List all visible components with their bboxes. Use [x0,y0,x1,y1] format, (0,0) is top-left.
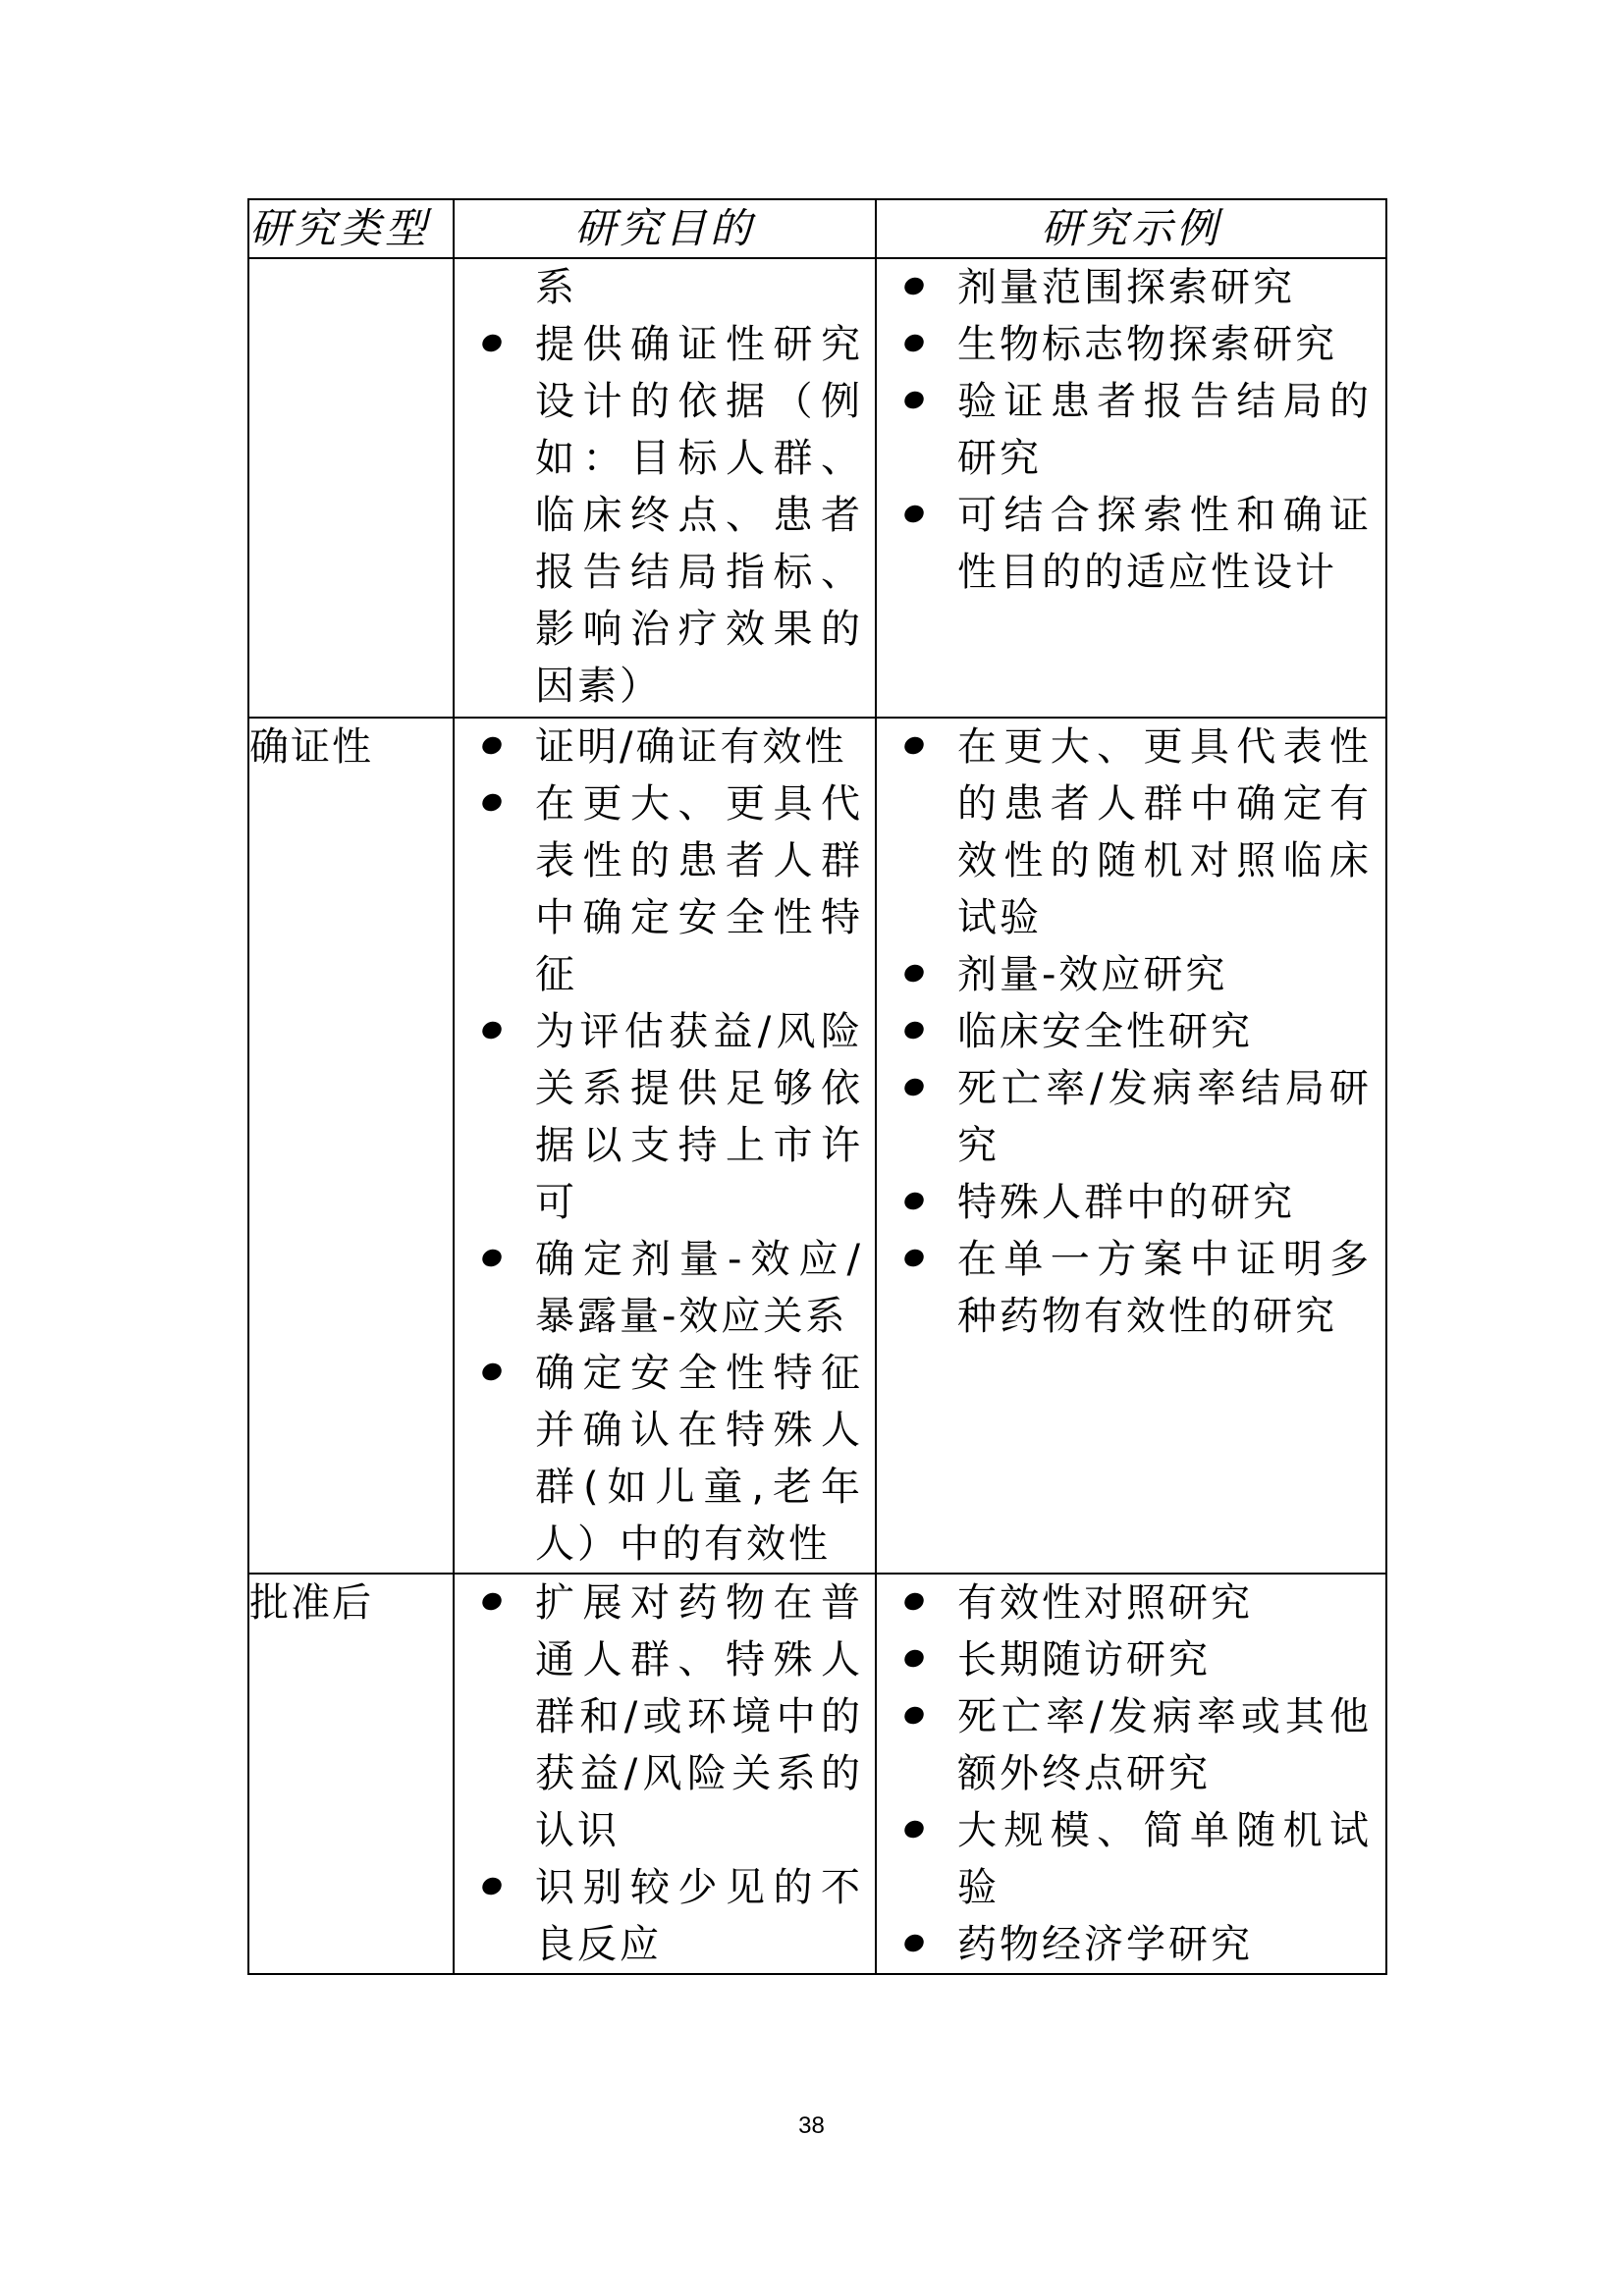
purpose-cell [454,1574,876,1974]
bullet-icon [901,1019,926,1042]
bullet-icon [901,1704,926,1728]
header-study-type: 研究类型 [248,199,454,258]
study-type-cell [248,258,454,718]
table-row [248,1574,1386,1974]
study-type-cell: 确证性 [248,718,454,1574]
example-item: 大规模、简单随机试验 [877,1802,1385,1916]
purpose-item: 确定安全性特征并确认在特殊人群(如儿童,老年人）中的有效性 [455,1345,875,1573]
purpose-item: 证明/确证有效性 [455,719,875,775]
bullet-icon [901,275,926,298]
example-item: 死亡率/发病率或其他额外终点研究 [877,1688,1385,1802]
bullet-icon [901,503,926,526]
bullet-icon [901,734,926,758]
example-item: 有效性对照研究 [877,1575,1385,1631]
purpose-item: 为评估获益/风险关系提供足够依据以支持上市许可 [455,1003,875,1231]
purpose-item: 在更大、更具代表性的患者人群中确定安全性特征 [455,775,875,1003]
purpose-item: 识别较少见的不良反应 [455,1859,875,1973]
bullet-icon [901,1818,926,1842]
example-item: 特殊人群中的研究 [877,1174,1385,1231]
bullet-icon [479,734,504,758]
bullet-icon [479,1247,504,1270]
example-item: 剂量-效应研究 [877,946,1385,1003]
purpose-item: 扩展对药物在普通人群、特殊人群和/或环境中的获益/风险关系的认识 [455,1575,875,1859]
example-item: 药物经济学研究 [877,1916,1385,1973]
purpose-cell [454,718,876,1574]
example-item: 验证患者报告结局的研究 [877,373,1385,487]
purpose-continuation: 系 [535,265,577,310]
bullet-icon [901,1590,926,1614]
page-number: 38 [798,2112,825,2139]
table-row [248,258,1386,718]
example-item: 剂量范围探索研究 [877,259,1385,316]
example-item: 死亡率/发病率结局研究 [877,1060,1385,1174]
purpose-item: 提供确证性研究设计的依据（例如：目标人群、临床终点、患者报告结局指标、影响治疗效果的因素） [455,316,875,715]
bullet-icon [479,332,504,355]
bullet-icon [479,1590,504,1614]
example-item: 在单一方案中证明多种药物有效性的研究 [877,1231,1385,1345]
header-row [248,199,1386,258]
purpose-item: 确定剂量-效应/暴露量-效应关系 [455,1231,875,1345]
examples-cell [876,258,1386,718]
bullet-icon [901,1076,926,1099]
header-study-examples: 研究示例 [876,199,1386,258]
example-item: 长期随访研究 [877,1631,1385,1688]
examples-cell [876,718,1386,1574]
bullet-icon [901,962,926,986]
bullet-icon [901,1932,926,1955]
study-type-cell: 批准后 [248,1574,454,1974]
bullet-icon [479,1019,504,1042]
bullet-icon [901,1247,926,1270]
bullet-icon [901,1190,926,1213]
bullet-icon [479,1875,504,1898]
example-item: 可结合探索性和确证性目的的适应性设计 [877,487,1385,601]
bullet-icon [901,389,926,412]
bullet-icon [901,1647,926,1671]
bullet-icon [901,332,926,355]
study-types-table [247,198,1387,1975]
example-item: 在更大、更具代表性的患者人群中确定有效性的随机对照临床试验 [877,719,1385,946]
example-item: 临床安全性研究 [877,1003,1385,1060]
header-study-purpose: 研究目的 [454,199,876,258]
table-row [248,718,1386,1574]
examples-cell [876,1574,1386,1974]
purpose-cell [454,258,876,718]
example-item: 生物标志物探索研究 [877,316,1385,373]
bullet-icon [479,791,504,815]
bullet-icon [479,1361,504,1384]
